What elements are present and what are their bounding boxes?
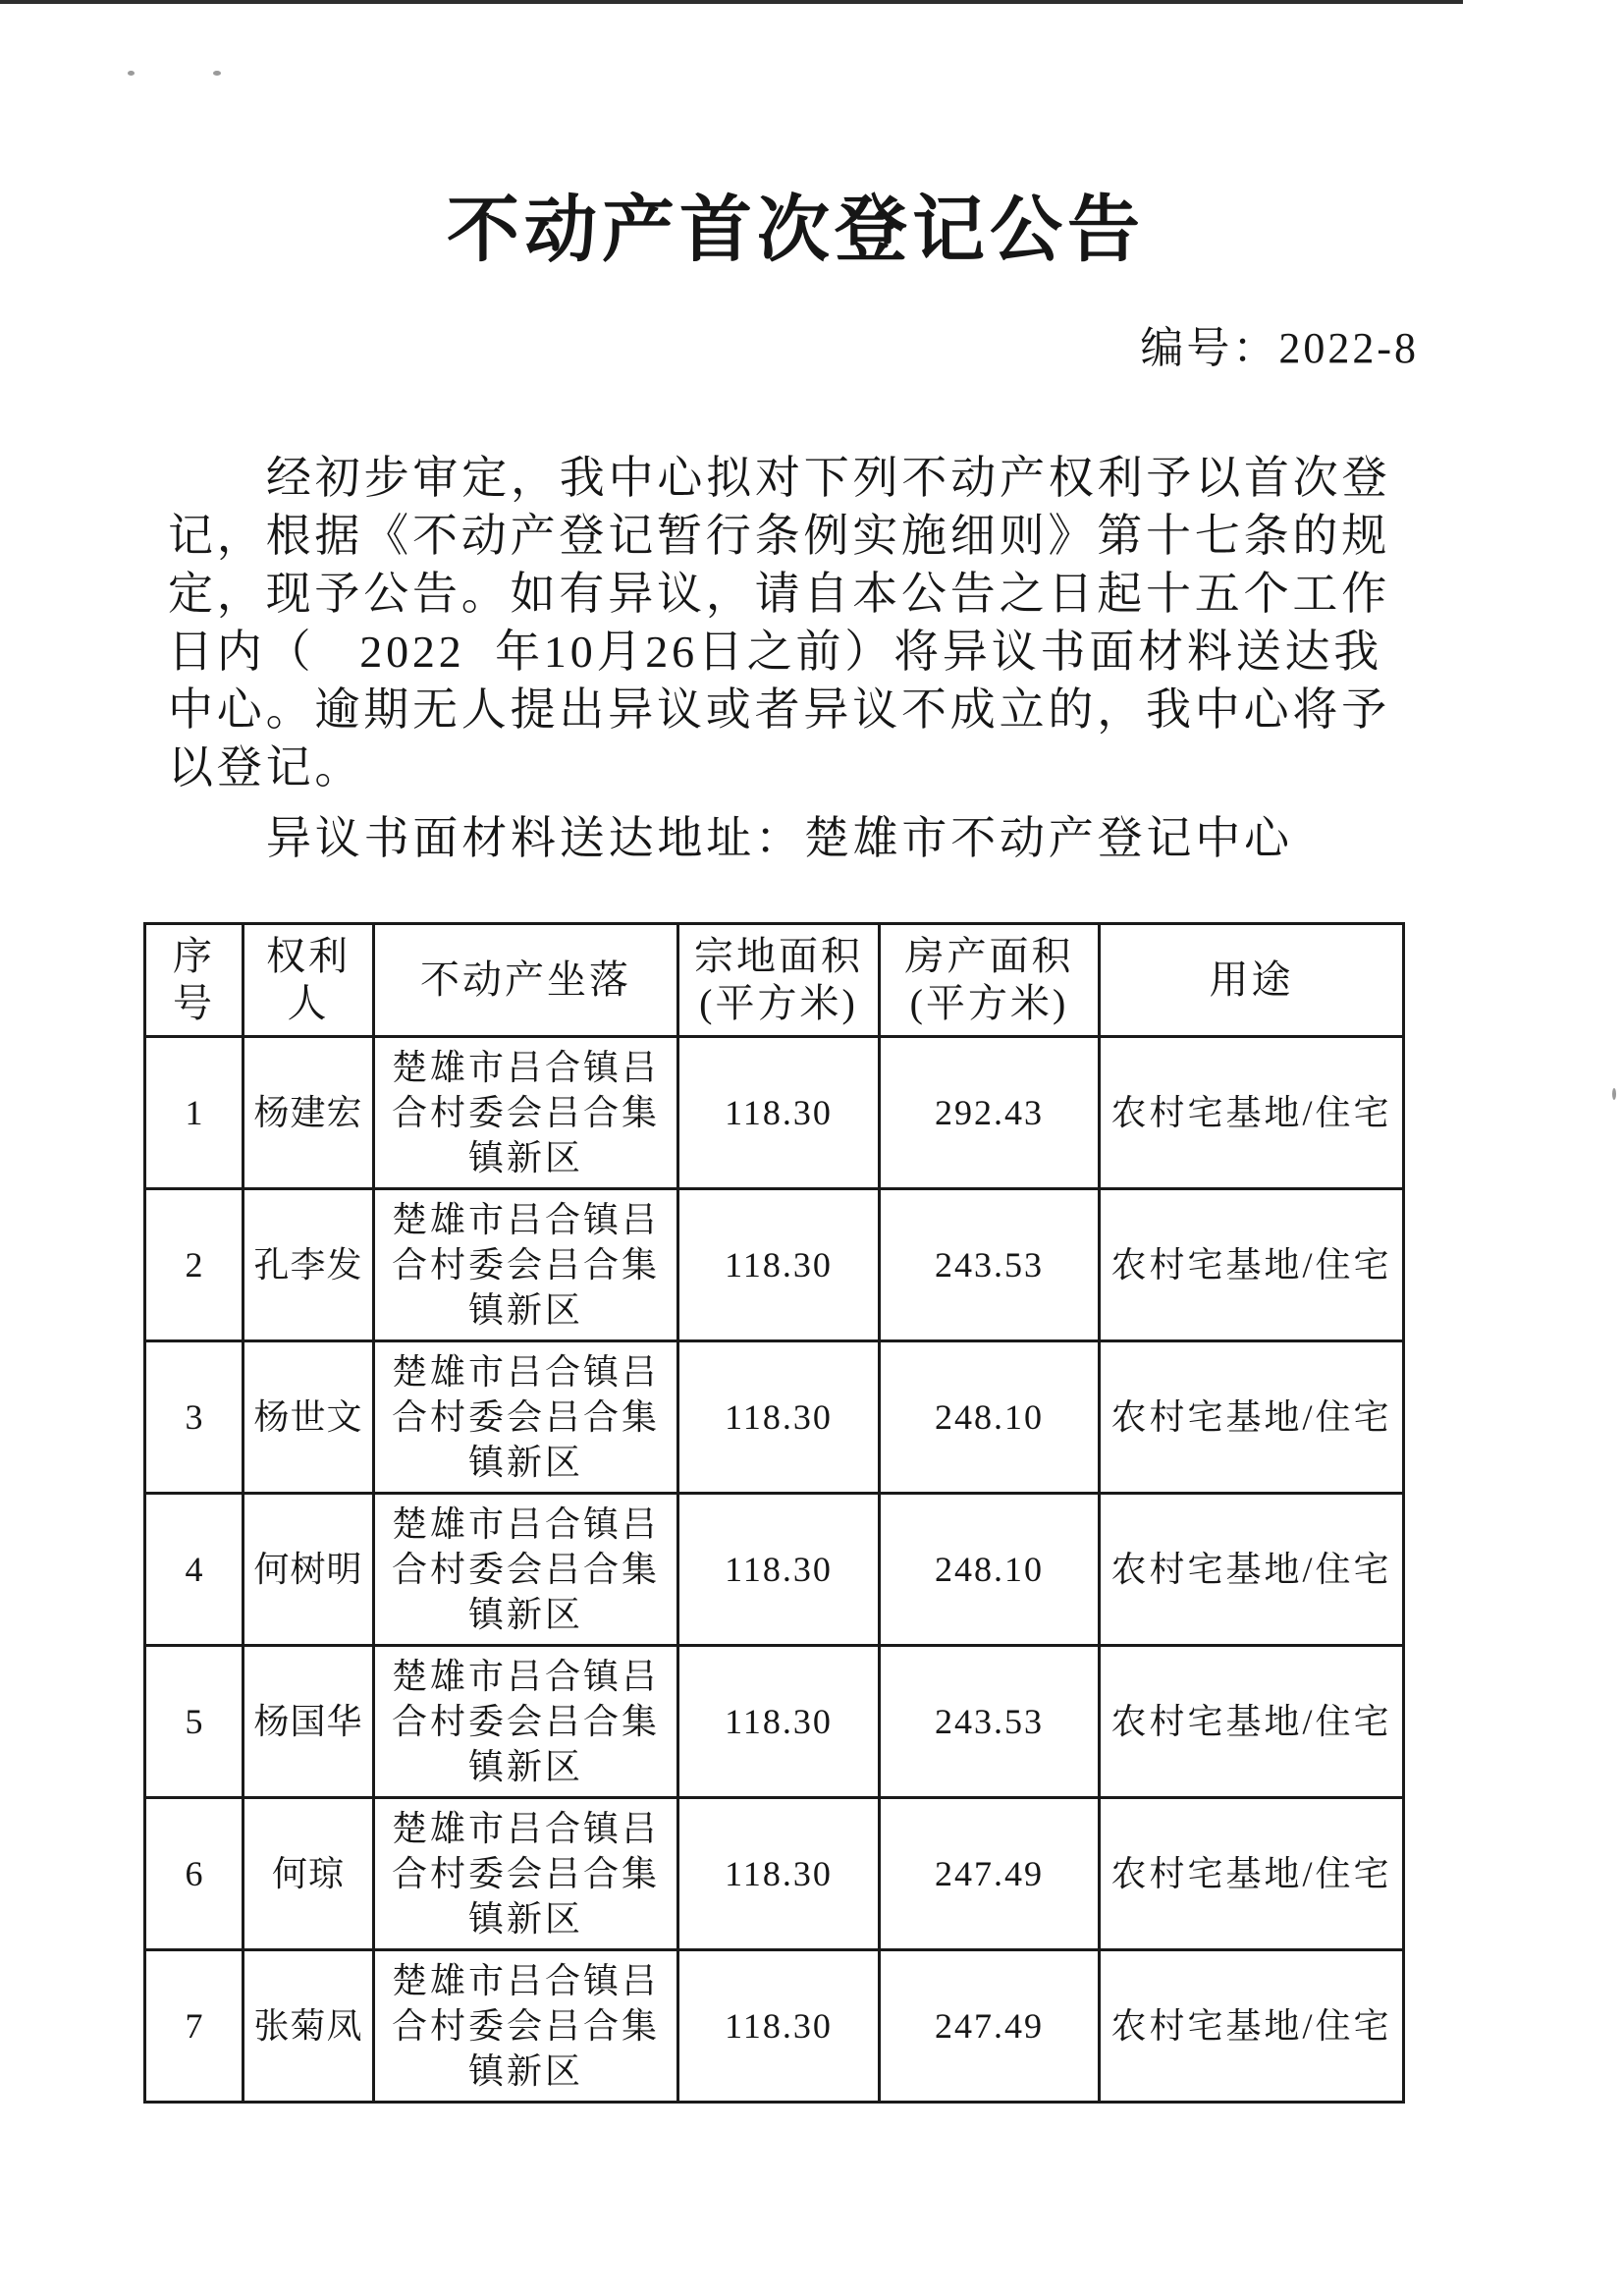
cell-land-area: 118.30 [678, 1189, 880, 1341]
header-text: 序 [173, 934, 215, 978]
cell-owner: 杨建宏 [243, 1037, 374, 1189]
cell-owner: 张菊凤 [243, 1950, 374, 2103]
cell-land-area: 118.30 [678, 1494, 880, 1646]
body-line: 定，现予公告。如有异议，请自本公告之日起十五个工作 [168, 569, 1390, 619]
header-text: 宗地面积 [694, 934, 863, 978]
header-text: 权利 [266, 934, 351, 978]
cell-house-area: 243.53 [880, 1646, 1100, 1798]
notice-body [168, 449, 1434, 796]
header-serial [145, 924, 243, 1037]
notice-number: 编号：2022-8 [1140, 324, 1419, 372]
cell-location [374, 1037, 678, 1189]
location-line: 镇新区 [467, 2051, 583, 2091]
cell-use: 农村宅基地/住宅 [1100, 1494, 1404, 1646]
table-row [145, 1798, 1404, 1950]
header-owner [243, 924, 374, 1037]
header-text: 人 [287, 981, 330, 1025]
cell-owner: 何树明 [243, 1494, 374, 1646]
location-line: 合村委会吕合集 [391, 1550, 660, 1589]
cell-serial: 1 [145, 1037, 243, 1189]
header-use [1100, 924, 1404, 1037]
body-line: 记，根据《不动产登记暂行条例实施细则》第十七条的规 [168, 511, 1390, 561]
cell-use: 农村宅基地/住宅 [1100, 1037, 1404, 1189]
cell-serial: 6 [145, 1798, 243, 1950]
cell-land-area: 118.30 [678, 1798, 880, 1950]
scan-edge-line [0, 0, 1463, 4]
location-line: 楚雄市吕合镇吕 [391, 1809, 660, 1848]
cell-location [374, 1646, 678, 1798]
cell-house-area: 248.10 [880, 1494, 1100, 1646]
cell-serial: 5 [145, 1646, 243, 1798]
cell-serial: 2 [145, 1189, 243, 1341]
location-line: 楚雄市吕合镇吕 [391, 1961, 660, 2000]
location-line: 楚雄市吕合镇吕 [391, 1657, 660, 1696]
cell-owner: 杨世文 [243, 1341, 374, 1494]
cell-house-area: 243.53 [880, 1189, 1100, 1341]
location-line: 合村委会吕合集 [391, 2006, 660, 2046]
location-line: 合村委会吕合集 [391, 1702, 660, 1741]
cell-owner: 何琼 [243, 1798, 374, 1950]
location-line: 镇新区 [467, 1138, 583, 1177]
cell-house-area: 248.10 [880, 1341, 1100, 1494]
location-line: 合村委会吕合集 [391, 1397, 660, 1437]
body-line: 中心。逾期无人提出异议或者异议不成立的，我中心将予 [168, 684, 1390, 735]
scan-speck [128, 71, 135, 76]
cell-house-area: 247.49 [880, 1950, 1100, 2103]
location-line: 镇新区 [467, 1899, 583, 1939]
cell-use: 农村宅基地/住宅 [1100, 1950, 1404, 2103]
cell-location [374, 1341, 678, 1494]
location-line: 镇新区 [467, 1595, 583, 1634]
body-line: 日内（ 2022 年10月26日之前）将异议书面材料送达我 [168, 627, 1383, 677]
cell-owner: 杨国华 [243, 1646, 374, 1798]
cell-owner: 孔李发 [243, 1189, 374, 1341]
location-line: 合村委会吕合集 [391, 1093, 660, 1132]
table-row [145, 1646, 1404, 1798]
table-row [145, 1341, 1404, 1494]
cell-use: 农村宅基地/住宅 [1100, 1798, 1404, 1950]
cell-land-area: 118.30 [678, 1646, 880, 1798]
cell-land-area: 118.30 [678, 1950, 880, 2103]
table-row [145, 1189, 1404, 1341]
scan-speck [213, 71, 221, 76]
location-line: 镇新区 [467, 1443, 583, 1482]
location-line: 镇新区 [467, 1747, 583, 1786]
header-text: (平方米) [699, 981, 858, 1025]
location-line: 合村委会吕合集 [391, 1854, 660, 1893]
cell-use: 农村宅基地/住宅 [1100, 1341, 1404, 1494]
header-text: (平方米) [909, 981, 1069, 1025]
cell-location [374, 1950, 678, 2103]
cell-location [374, 1494, 678, 1646]
cell-house-area: 247.49 [880, 1798, 1100, 1950]
cell-land-area: 118.30 [678, 1341, 880, 1494]
header-text: 号 [173, 981, 215, 1025]
header-land-area [678, 924, 880, 1037]
header-text: 用途 [1209, 957, 1294, 1002]
notice-title: 不动产首次登记公告 [447, 191, 1145, 271]
header-text: 不动产坐落 [420, 957, 631, 1002]
header-text: 房产面积 [904, 934, 1074, 978]
cell-location [374, 1189, 678, 1341]
location-line: 楚雄市吕合镇吕 [391, 1048, 660, 1087]
table-row [145, 1037, 1404, 1189]
location-line: 楚雄市吕合镇吕 [391, 1352, 660, 1392]
cell-use: 农村宅基地/住宅 [1100, 1189, 1404, 1341]
registration-table [143, 922, 1405, 2104]
table-header-row [145, 924, 1404, 1037]
table-row [145, 1494, 1404, 1646]
location-line: 镇新区 [467, 1290, 583, 1330]
location-line: 合村委会吕合集 [391, 1245, 660, 1285]
location-line: 楚雄市吕合镇吕 [391, 1504, 660, 1544]
location-line: 楚雄市吕合镇吕 [391, 1200, 660, 1239]
cell-serial: 7 [145, 1950, 243, 2103]
body-line: 经初步审定，我中心拟对下列不动产权利予以首次登 [266, 453, 1391, 503]
cell-location [374, 1798, 678, 1950]
cell-serial: 4 [145, 1494, 243, 1646]
body-line: 以登记。 [168, 742, 364, 793]
cell-use: 农村宅基地/住宅 [1100, 1646, 1404, 1798]
cell-land-area: 118.30 [678, 1037, 880, 1189]
address-line: 异议书面材料送达地址：楚雄市不动产登记中心 [266, 813, 1293, 863]
scan-speck [1612, 1088, 1616, 1100]
cell-serial: 3 [145, 1341, 243, 1494]
header-location [374, 924, 678, 1037]
cell-house-area: 292.43 [880, 1037, 1100, 1189]
header-house-area [880, 924, 1100, 1037]
table-row [145, 1950, 1404, 2103]
